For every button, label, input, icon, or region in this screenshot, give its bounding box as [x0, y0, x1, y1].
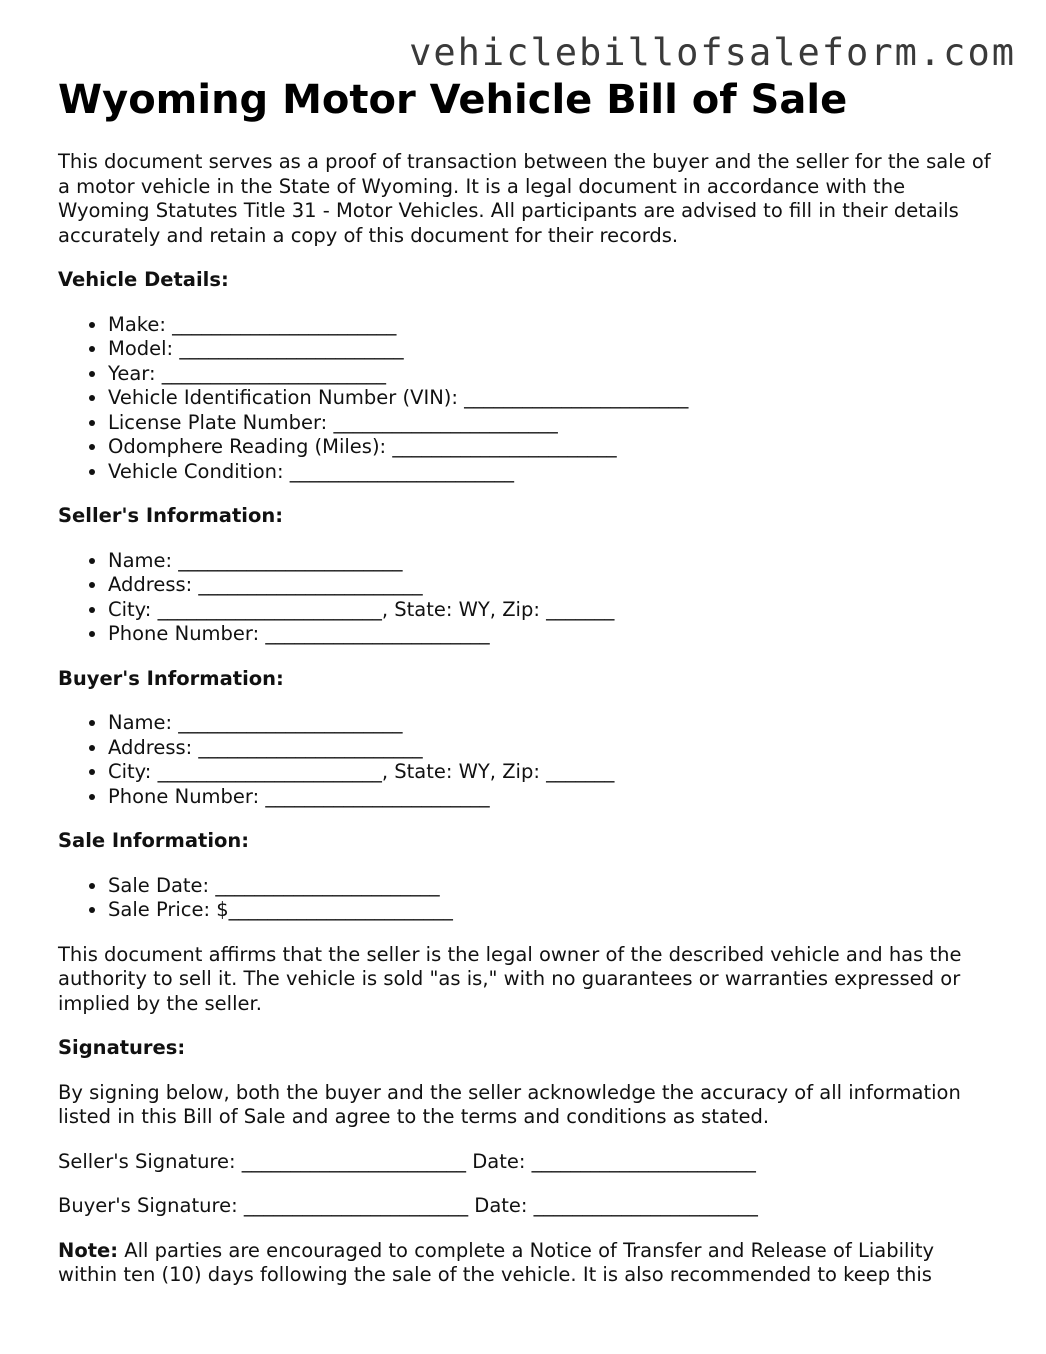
- document-body: [58, 76, 998, 1308]
- seller-info-list: [58, 549, 998, 647]
- list-item: • Address: _______________________: [108, 573, 998, 598]
- seller-info-heading: Seller's Information:: [58, 504, 284, 527]
- list-item: • City: _______________________, State: WY, Zip: _______: [108, 760, 998, 785]
- affirmation-paragraph: This document affirms that the seller is the legal owner of the described vehicle and has the authority to sell it. The vehicle is sold "as is," with no guarantees or warranties expressed or implied by the seller.: [58, 942, 962, 1015]
- buyer-info-list: [58, 711, 998, 809]
- seller-signature-line: Seller's Signature: _______________________ Date: _______________________: [58, 1149, 756, 1173]
- site-watermark: vehiclebillofsaleform.com: [409, 31, 1016, 74]
- sale-info-heading: Sale Information:: [58, 829, 250, 852]
- page-title: Wyoming Motor Vehicle Bill of Sale: [58, 77, 848, 123]
- list-item: • Phone Number: _______________________: [108, 622, 998, 647]
- list-item: • Name: _______________________: [108, 549, 998, 574]
- sale-info-list: [58, 874, 998, 923]
- intro-paragraph: This document serves as a proof of transaction between the buyer and the seller for the sale of a motor vehicle in the State of Wyoming. It is a legal document in accordance with the Wyoming Statutes Title 31 - Motor Vehicles. All participants are advised to fill in their details accurately and retain a copy of this document for their records.: [58, 150, 991, 247]
- vehicle-details-heading: Vehicle Details:: [58, 268, 229, 291]
- list-item: • Sale Price: $_______________________: [108, 898, 998, 923]
- list-item: • Make: _______________________: [108, 313, 998, 338]
- list-item: • Sale Date: _______________________: [108, 874, 998, 899]
- list-item: • Vehicle Identification Number (VIN): _______________________: [108, 386, 998, 411]
- list-item: • Address: _______________________: [108, 736, 998, 761]
- list-item: • Phone Number: _______________________: [108, 785, 998, 810]
- list-item: • Model: _______________________: [108, 337, 998, 362]
- note-paragraph: [58, 1239, 998, 1288]
- note-label: Note:: [58, 1238, 119, 1262]
- buyer-signature-line: Buyer's Signature: _______________________ Date: _______________________: [58, 1194, 758, 1217]
- note-text: All parties are encouraged to complete a Notice of Transfer and Release of Liability within ten (10) days following the sale of the vehicle. It is also recommended to keep this: [58, 1238, 935, 1286]
- list-item: • City: _______________________, State: WY, Zip: _______: [108, 598, 998, 623]
- list-item: • Name: _______________________: [108, 711, 998, 736]
- buyer-info-heading: Buyer's Information:: [58, 666, 284, 690]
- list-item: • Odomphere Reading (Miles): _______________________: [108, 435, 998, 460]
- list-item: • License Plate Number: _______________________: [108, 411, 998, 436]
- list-item: • Vehicle Condition: _______________________: [108, 460, 998, 485]
- signatures-paragraph: By signing below, both the buyer and the seller acknowledge the accuracy of all information listed in this Bill of Sale and agree to the terms and conditions as stated.: [58, 1080, 961, 1128]
- vehicle-details-list: [58, 313, 998, 485]
- signatures-heading: Signatures:: [58, 1036, 186, 1059]
- list-item: • Year: _______________________: [108, 362, 998, 387]
